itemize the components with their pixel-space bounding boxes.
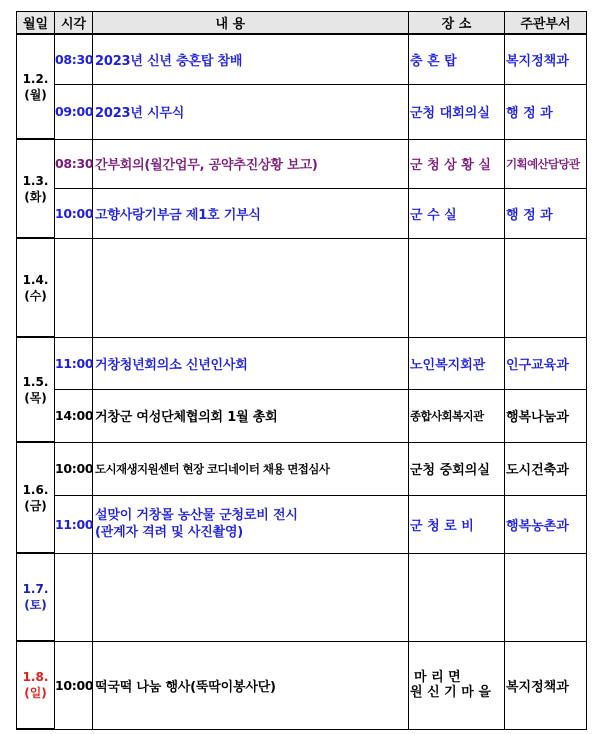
table-row [17,389,587,442]
weekday-label: (일) [24,686,47,700]
date-label: 1.3. [22,173,49,188]
table-row [17,641,587,729]
empty-cell [409,553,505,641]
table-row [17,139,587,188]
table-row [17,238,587,337]
event-dept: 행복나눔과 [505,389,587,442]
header-date: 월일 [17,12,55,35]
weekday-label: (수) [24,288,47,303]
event-dept: 행복농촌과 [505,495,587,553]
event-time: 08:30 [55,34,93,84]
date-cell [17,337,55,442]
event-dept: 행 정 과 [505,188,587,238]
date-cell [17,34,55,139]
event-place: 군 청 로 비 [409,495,505,553]
date-label: 1.2. [22,71,49,86]
empty-cell [93,238,409,337]
date-label: 1.4. [22,272,49,287]
event-time: 11:00 [55,337,93,389]
header-content: 내 용 [93,12,409,35]
table-row [17,553,587,641]
weekday-label: (토) [24,598,47,612]
header-row [17,12,587,35]
event-place: 군청 중회의실 [409,442,505,495]
event-content: 2023년 신년 충혼탑 참배 [93,34,409,84]
table-row [17,337,587,389]
date-cell [17,139,55,238]
event-dept: 기획예산담당관 [505,139,587,188]
empty-cell [55,238,93,337]
empty-cell [505,553,587,641]
event-time: 10:00 [55,188,93,238]
event-time: 09:00 [55,84,93,139]
weekday-label: (목) [24,390,47,405]
empty-cell [505,238,587,337]
event-content: 간부회의(월간업무, 공약추진상황 보고) [93,139,409,188]
event-content-line2: (관계자 격려 및 사진촬영) [95,525,244,540]
event-time: 14:00 [55,389,93,442]
event-content: 2023년 시무식 [93,84,409,139]
header-place: 장 소 [409,12,505,35]
table-row [17,34,587,84]
empty-cell [55,553,93,641]
event-time: 10:00 [55,641,93,729]
event-time: 10:00 [55,442,93,495]
event-dept: 행 정 과 [505,84,587,139]
date-cell [17,553,55,641]
event-dept: 복지정책과 [505,641,587,729]
table-row [17,84,587,139]
weekday-label: (월) [24,87,47,102]
event-place: 군 수 실 [409,188,505,238]
event-place: 종합사회복지관 [409,389,505,442]
date-label: 1.5. [22,374,49,389]
table-row [17,442,587,495]
event-dept: 도시건축과 [505,442,587,495]
date-cell [17,442,55,553]
event-dept: 인구교육과 [505,337,587,389]
event-content: 떡국떡 나눔 행사(뚝딱이봉사단) [93,641,409,729]
event-dept: 복지정책과 [505,34,587,84]
date-label: 1.6. [22,482,49,497]
empty-cell [409,238,505,337]
date-label: 1.8. [22,670,49,684]
event-content-line1: 설맞이 거창몰 농산물 군청로비 전시 [95,508,298,523]
event-time: 08:30 [55,139,93,188]
event-place: 군 청 상 황 실 [409,139,505,188]
event-content: 고향사랑기부금 제1호 기부식 [93,188,409,238]
event-content: 도시재생지원센터 현장 코디네이터 채용 면접심사 [93,442,409,495]
event-place: 충 혼 탑 [409,34,505,84]
date-cell [17,238,55,337]
event-place-line1: 마 리 면 [414,670,461,685]
table-row [17,495,587,553]
date-label: 1.7. [22,582,49,596]
schedule-table [16,11,587,730]
empty-cell [93,553,409,641]
event-content [93,495,409,553]
table-row [17,188,587,238]
event-place-line2: 원 신 기 마 을 [410,685,491,700]
event-content: 거창군 여성단체협의회 1월 총회 [93,389,409,442]
event-time: 11:00 [55,495,93,553]
event-place: 군청 대회의실 [409,84,505,139]
weekday-label: (화) [24,189,47,204]
header-time: 시각 [55,12,93,35]
header-dept: 주관부서 [505,12,587,35]
event-content: 거창청년회의소 신년인사회 [93,337,409,389]
event-place: 노인복지회관 [409,337,505,389]
event-place [409,641,505,729]
date-cell [17,641,55,729]
weekday-label: (금) [24,498,47,513]
